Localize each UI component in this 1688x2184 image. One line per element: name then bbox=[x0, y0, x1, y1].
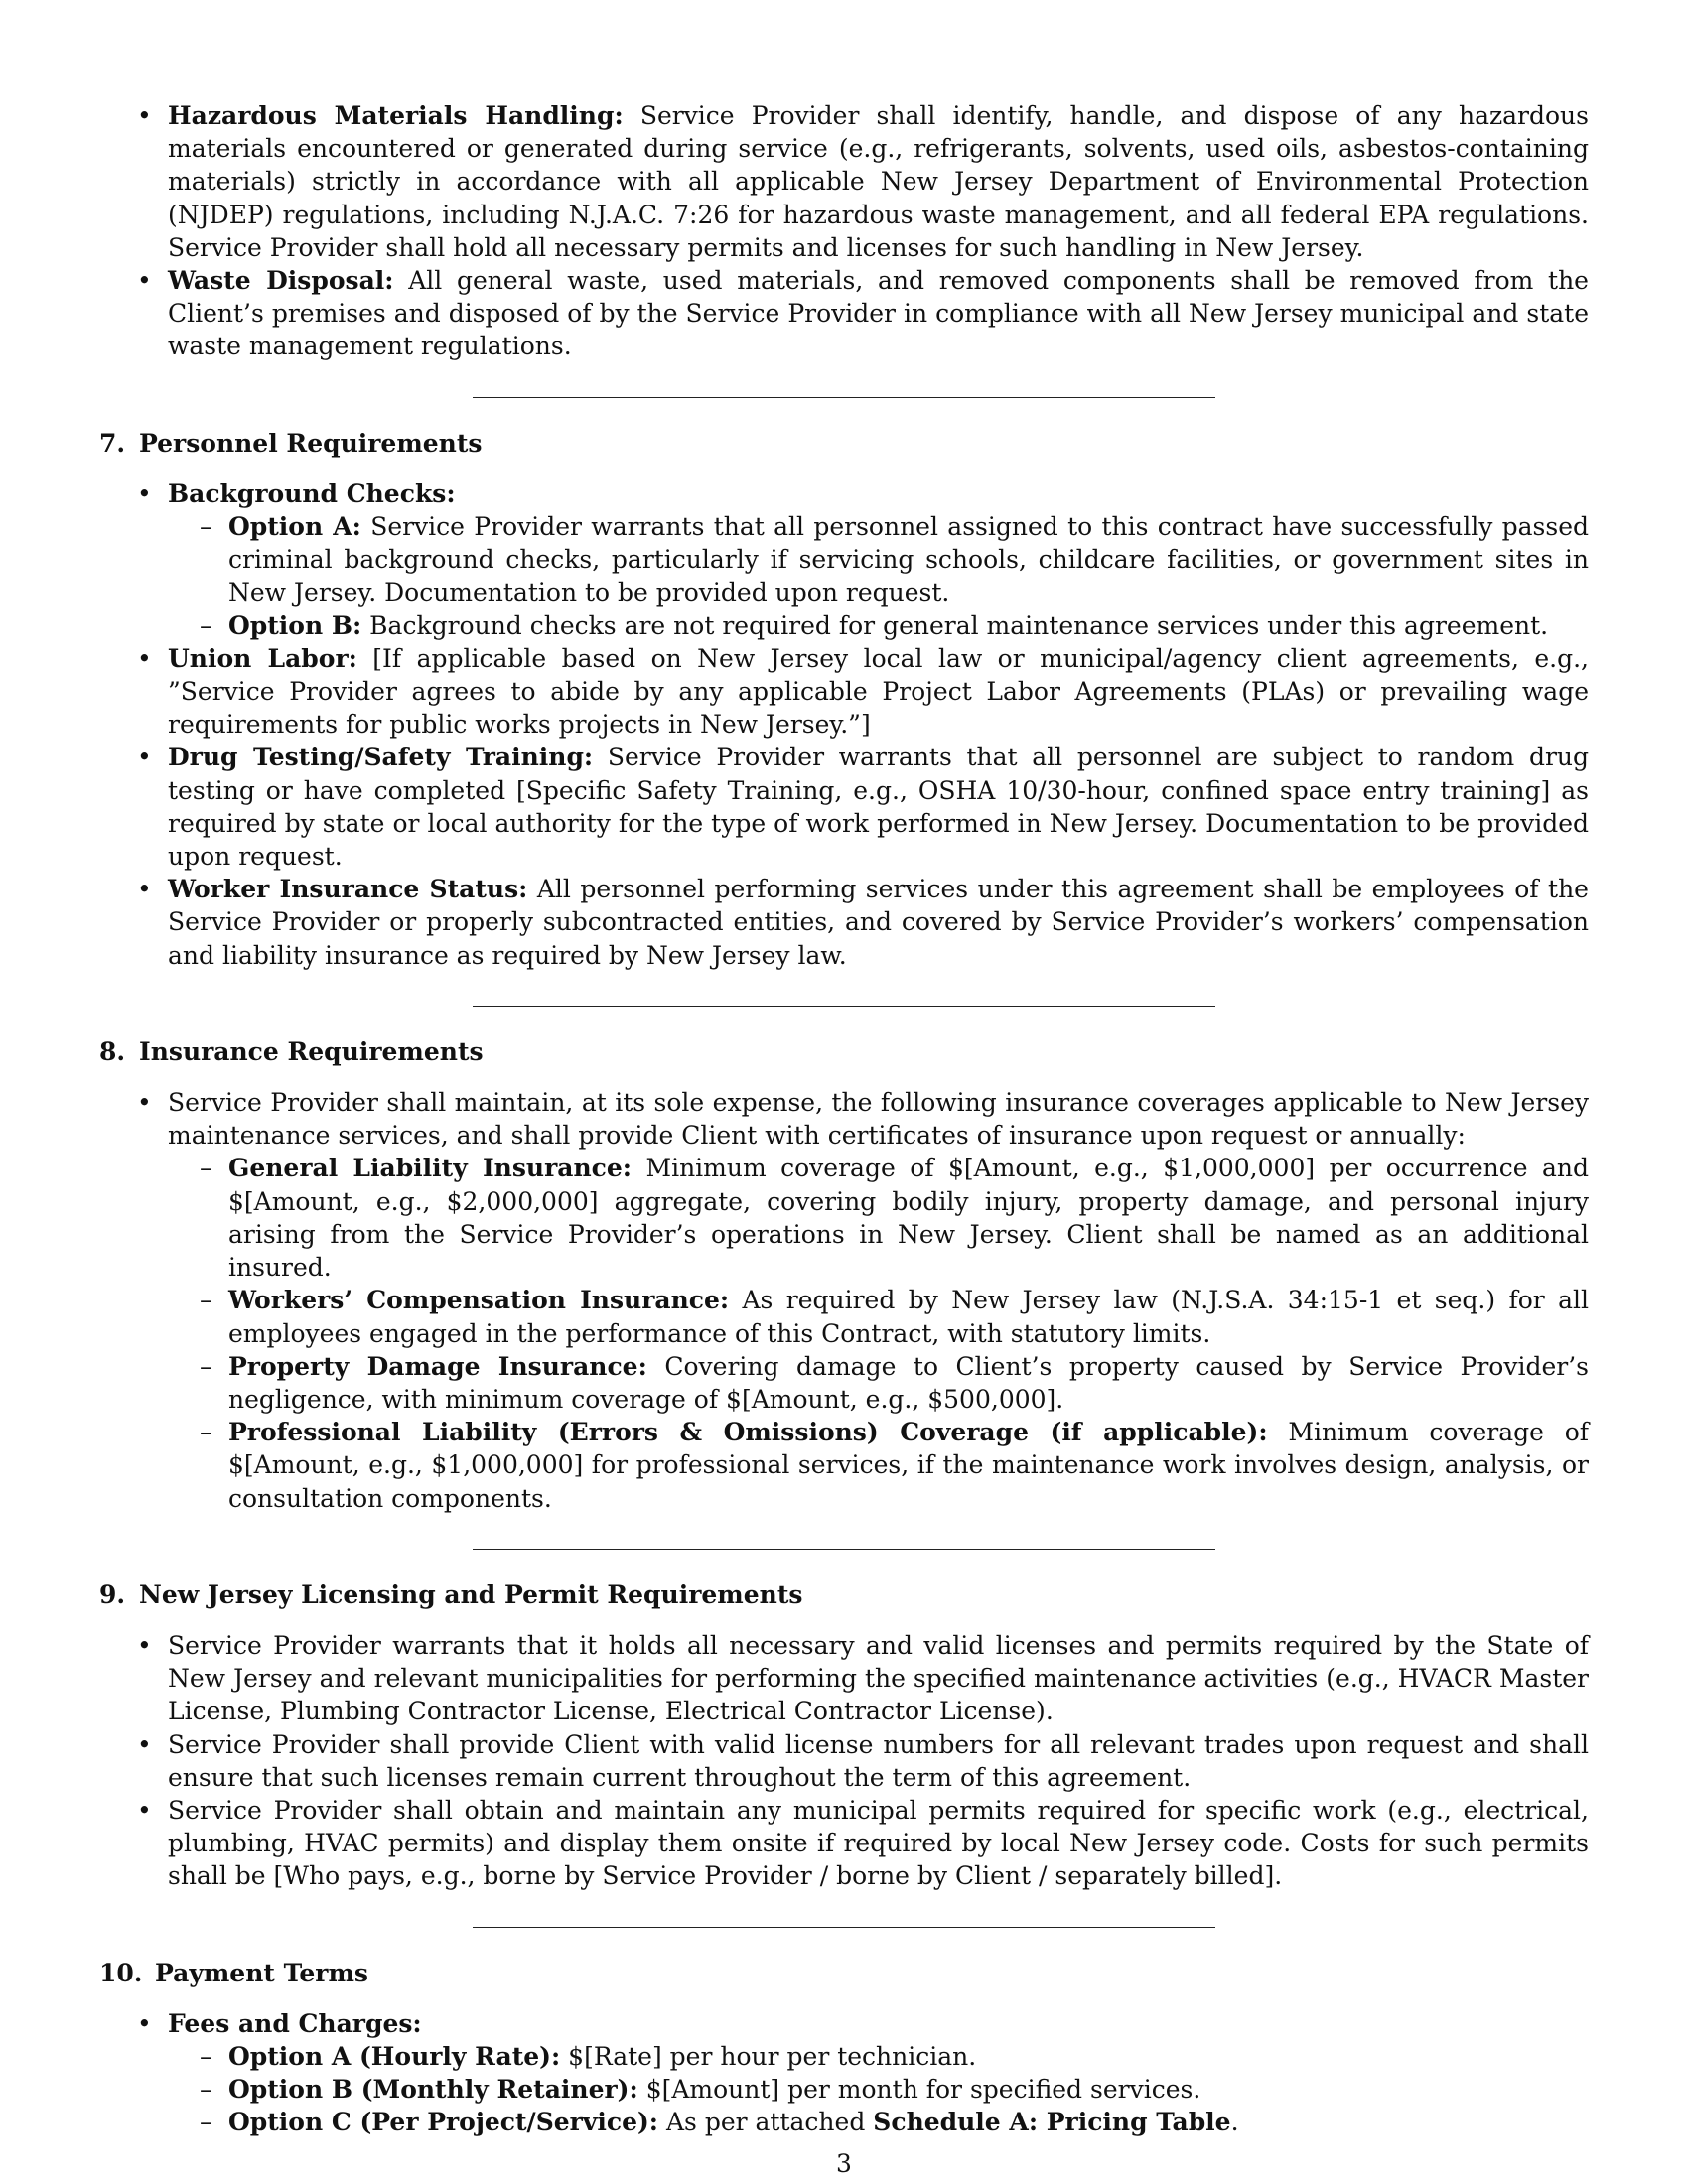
option-b bbox=[168, 610, 1589, 642]
section-number: 7. bbox=[99, 428, 126, 458]
page-number: 3 bbox=[836, 2149, 852, 2178]
list-item-background-checks bbox=[99, 478, 1589, 642]
section-6-continued-list bbox=[99, 99, 1589, 363]
list-item-worker-insurance bbox=[99, 873, 1589, 972]
option-a bbox=[168, 510, 1589, 610]
general-liability bbox=[168, 1152, 1589, 1284]
item-lead: Background Checks: bbox=[168, 478, 456, 508]
option-text: As required by New Jersey law (N.J.S.A. 34:15-1 et seq.) for all employees engaged in the performance of this Contract, with statutory limits. bbox=[228, 1286, 1589, 1348]
section-divider bbox=[473, 397, 1215, 398]
section-10-heading bbox=[99, 1957, 1589, 1989]
list-item-waste-disposal bbox=[99, 264, 1589, 363]
section-divider bbox=[473, 1549, 1215, 1550]
section-title: Insurance Requirements bbox=[139, 1036, 484, 1066]
section-divider bbox=[473, 1006, 1215, 1007]
section-number: 9. bbox=[99, 1579, 126, 1609]
option-lead: Option C (Per Project/Service): bbox=[228, 2108, 659, 2137]
option-text: $[Amount] per month for specified services. bbox=[645, 2075, 1201, 2105]
fee-options bbox=[168, 2040, 1589, 2139]
option-per-project bbox=[168, 2106, 1589, 2138]
background-checks-options bbox=[168, 510, 1589, 642]
section-divider bbox=[473, 1927, 1215, 1928]
option-text: Covering damage to Client’s property caused by Service Provider’s negligence, with minimum coverage of $[Amount, e.g., $500,000]. bbox=[228, 1351, 1590, 1414]
option-text: Service Provider warrants that all personnel assigned to this contract have successfully passed criminal background checks, particularly if servicing schools, childcare facilities, or government sites in New Jersey. Documentation to be provided upon request. bbox=[228, 512, 1590, 608]
workers-compensation bbox=[168, 1284, 1589, 1349]
schedule-reference: Schedule A: Pricing Table bbox=[873, 2108, 1231, 2137]
option-retainer bbox=[168, 2073, 1589, 2106]
item-text: Service Provider shall obtain and maintain any municipal permits required for specific work (e.g., electrical, plumbing, HVAC permits) and display them onsite if required by local New Jersey code. Costs for such permits shall be [Who pays, e.g., borne by Service Provider / borne by Client / separately billed]. bbox=[168, 1795, 1589, 1891]
option-text: Minimum coverage of $[Amount, e.g., $1,000,000] for professional services, if the maintenance work involves design, analysis, or consultation components. bbox=[228, 1418, 1589, 1513]
section-7-heading bbox=[99, 427, 1589, 460]
list-item-fees bbox=[99, 2007, 1589, 2139]
option-lead: Option A (Hourly Rate): bbox=[228, 2041, 561, 2071]
item-text: All personnel performing services under this agreement shall be employees of the Service Provider or properly subcontracted entities, and covered by Service Provider’s workers’ compensation and liability insurance as required by New Jersey law. bbox=[168, 875, 1589, 970]
section-8-list bbox=[99, 1086, 1589, 1515]
list-item-permits bbox=[99, 1794, 1589, 1893]
section-8-heading bbox=[99, 1035, 1589, 1068]
item-text: Service Provider shall maintain, at its sole expense, the following insurance coverages applicable to New Jersey maintenance services, and shall provide Client with certificates of insurance upon request or annually: bbox=[168, 1088, 1589, 1151]
option-lead: Option B (Monthly Retainer): bbox=[228, 2075, 638, 2105]
list-item-insurance-intro bbox=[99, 1086, 1589, 1515]
section-9-list bbox=[99, 1629, 1589, 1893]
property-damage bbox=[168, 1350, 1589, 1416]
option-text: Background checks are not required for general maintenance services under this agreement. bbox=[369, 611, 1549, 640]
insurance-coverages bbox=[168, 1152, 1589, 1514]
item-text: Service Provider shall identify, handle, and dispose of any hazardous materials encountered or generated during service (e.g., refrigerants, solvents, used oils, asbestos-containing materials) strictly in accordance with all applicable New Jersey Department of Environmental Protection (NJDEP) regulations, including N.J.A.C. 7:26 for hazardous waste management, and all federal EPA regulations. Service Provider shall hold all necessary permits and licenses for such handling in New Jersey. bbox=[168, 101, 1589, 262]
option-lead: General Liability Insurance: bbox=[228, 1154, 632, 1183]
list-item-hazardous-materials bbox=[99, 99, 1589, 264]
option-text: As per attached bbox=[666, 2108, 866, 2137]
item-lead: Union Labor: bbox=[168, 643, 357, 673]
document-page bbox=[99, 99, 1589, 2139]
item-lead: Drug Testing/Safety Training: bbox=[168, 743, 594, 772]
list-item-union-labor bbox=[99, 642, 1589, 742]
item-text: Service Provider shall provide Client with valid license numbers for all relevant trades upon request and shall ensure that such licenses remain current throughout the term of this agreement. bbox=[168, 1729, 1589, 1792]
option-text-end: . bbox=[1230, 2108, 1239, 2137]
option-hourly bbox=[168, 2040, 1589, 2073]
list-item-drug-testing bbox=[99, 741, 1589, 873]
item-lead: Worker Insurance Status: bbox=[168, 875, 528, 904]
item-lead: Hazardous Materials Handling: bbox=[168, 101, 624, 130]
option-lead: Workers’ Compensation Insurance: bbox=[228, 1286, 730, 1315]
item-text: [If applicable based on New Jersey local law or municipal/agency client agreements, e.g., ”Service Provider agrees to abide by any applicable Project Labor Agreements (PLAs) or prevailing wage requirements for public works projects in New Jersey.”] bbox=[168, 643, 1589, 740]
section-title: Personnel Requirements bbox=[139, 428, 483, 458]
item-text: All general waste, used materials, and removed components shall be removed from the Client’s premises and disposed of by the Service Provider in compliance with all New Jersey municipal and state waste management regulations. bbox=[168, 266, 1589, 361]
option-text: $[Rate] per hour per technician. bbox=[568, 2041, 977, 2071]
professional-liability bbox=[168, 1416, 1589, 1515]
option-lead: Property Damage Insurance: bbox=[228, 1351, 647, 1381]
section-9-heading bbox=[99, 1578, 1589, 1611]
section-title: Payment Terms bbox=[155, 1958, 368, 1987]
option-lead: Professional Liability (Errors & Omissions) Coverage (if applicable): bbox=[228, 1418, 1268, 1447]
section-number: 8. bbox=[99, 1036, 126, 1066]
list-item-license-numbers bbox=[99, 1728, 1589, 1794]
section-10-list bbox=[99, 2007, 1589, 2139]
section-7-list bbox=[99, 478, 1589, 972]
item-text: Service Provider warrants that all personnel are subject to random drug testing or have completed [Specific Safety Training, e.g., OSHA 10/30-hour, confined space entry training] as required by state or local authority for the type of work performed in New Jersey. Documentation to be provided upon request. bbox=[168, 743, 1590, 872]
item-lead: Fees and Charges: bbox=[168, 2008, 422, 2038]
section-title: New Jersey Licensing and Permit Requirements bbox=[139, 1579, 803, 1609]
list-item-licenses bbox=[99, 1629, 1589, 1728]
section-number: 10. bbox=[99, 1958, 143, 1987]
option-text: Minimum coverage of $[Amount, e.g., $1,000,000] per occurrence and $[Amount, e.g., $2,000,000] aggregate, covering bodily injury, property damage, and personal injury arising from the Service Provider’s operations in New Jersey. Client shall be named as an additional insured. bbox=[228, 1154, 1589, 1283]
option-lead: Option B: bbox=[228, 611, 362, 640]
option-lead: Option A: bbox=[228, 512, 361, 542]
item-lead: Waste Disposal: bbox=[168, 266, 394, 296]
item-text: Service Provider warrants that it holds all necessary and valid licenses and permits required by the State of New Jersey and relevant municipalities for performing the specified maintenance activities (e.g., HVACR Master License, Plumbing Contractor License, Electrical Contractor License). bbox=[168, 1630, 1589, 1726]
